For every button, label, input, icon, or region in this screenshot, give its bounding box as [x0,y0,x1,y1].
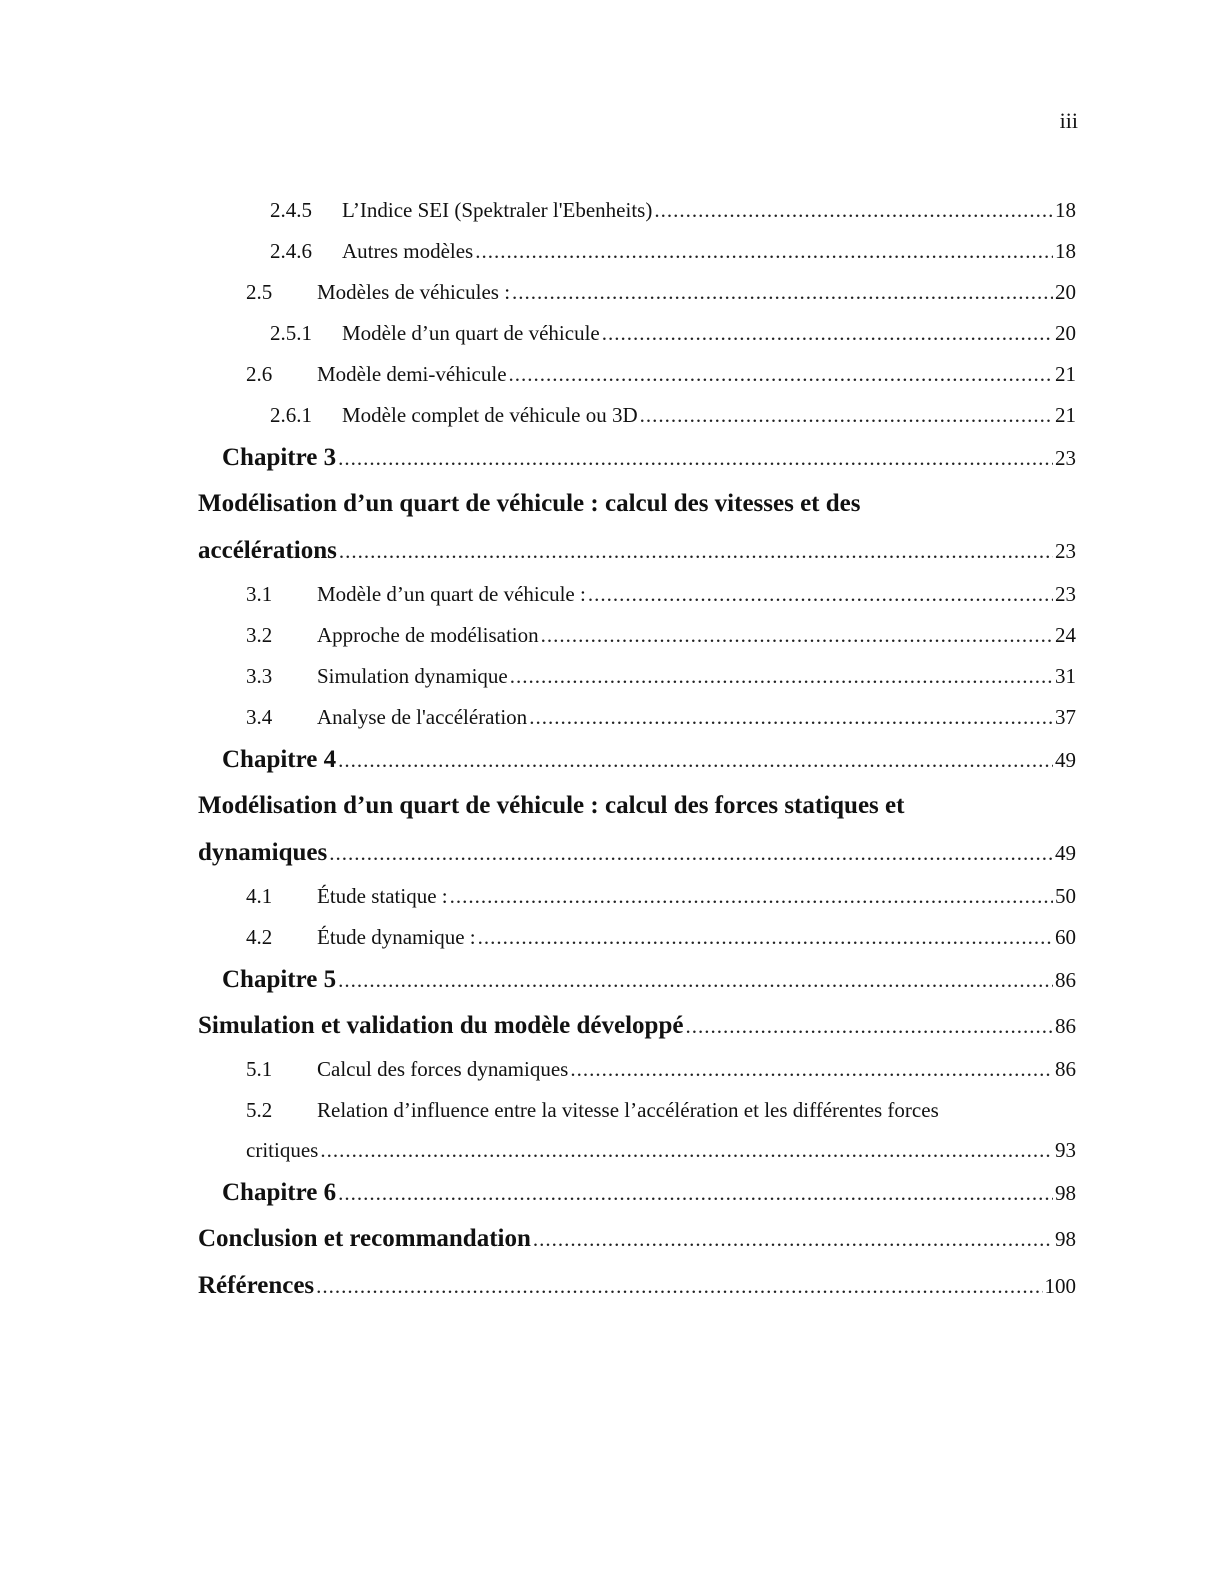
toc-chapter-5[interactable] [198,958,1076,1002]
toc-entry-number: 5.2 [246,1098,273,1122]
toc-entry-2-5[interactable] [198,272,1076,313]
toc-entry-number: 4.2 [246,925,273,949]
toc-entry-title: Analyse de l'accélération [317,705,528,729]
toc-entry-title: Modèle demi-véhicule [317,362,507,386]
dot-leader [654,190,1053,231]
toc-entry-number: 3.1 [246,582,273,606]
toc-entry-page: 50 [1055,884,1076,908]
toc-entry-title: L’Indice SEI (Spektraler l'Ebenheits) [342,198,653,222]
toc-entry-title: Simulation dynamique [317,664,508,688]
dot-leader [510,656,1053,697]
toc-heading-6[interactable] [198,1215,1076,1262]
toc-entry-page: 93 [1055,1138,1076,1162]
toc-entry-title: Modèle d’un quart de véhicule [342,321,600,345]
dot-leader [533,1216,1053,1263]
toc-entry-2-4-6[interactable] [198,231,1076,272]
dot-leader [478,917,1053,958]
toc-heading-title: Conclusion et recommandation [198,1225,531,1252]
dot-leader [450,876,1053,917]
toc-entry-page: 18 [1055,239,1076,263]
toc-entry-page: 98 [1055,1181,1076,1205]
toc-entry-title: Modèle d’un quart de véhicule : [317,582,586,606]
toc-heading-4[interactable] [198,829,1076,876]
dot-leader [329,830,1053,877]
toc-chapter-title: Chapitre 5 [222,966,337,993]
toc-entry-number: 2.5.1 [270,321,312,345]
toc-heading-4-line1[interactable]: Modélisation d’un quart de véhicule : calcul des forces statiques et [198,792,905,819]
toc-entry-number: 2.4.5 [270,198,312,222]
toc-entry-4-2[interactable] [198,917,1076,958]
toc-entry-number: 5.1 [246,1057,273,1081]
dot-leader [320,1130,1053,1171]
toc-heading-title: Simulation et validation du modèle développé [198,1012,684,1039]
toc-entry-page: 100 [1044,1274,1076,1298]
dot-leader [541,615,1053,656]
toc-entry-3-2[interactable] [198,615,1076,656]
toc-entry-number: 3.2 [246,623,273,647]
dot-leader [338,436,1053,480]
toc-entry-page: 21 [1055,403,1076,427]
toc-entry-page: 23 [1055,582,1076,606]
dot-leader [640,395,1053,436]
toc-chapter-4[interactable] [198,738,1076,782]
toc-entry-page: 20 [1055,321,1076,345]
toc-heading-3-line1[interactable]: Modélisation d’un quart de véhicule : calcul des vitesses et des [198,490,861,517]
toc-chapter-title: Chapitre 3 [222,444,337,471]
toc-entry-number: 3.3 [246,664,273,688]
toc-chapter-title: Chapitre 4 [222,746,337,773]
toc-entry-2-5-1[interactable] [198,313,1076,354]
toc-heading-5[interactable] [198,1002,1076,1049]
toc-entry-2-6[interactable] [198,354,1076,395]
toc-entry-page: 24 [1055,623,1076,647]
dot-leader [338,958,1053,1002]
toc-entry-title: Autres modèles [342,239,474,263]
dot-leader [338,738,1053,782]
toc-entry-2-4-5[interactable] [198,190,1076,231]
toc-entry-5-2-line1[interactable] [198,1090,1076,1130]
toc-entry-5-1[interactable] [198,1049,1076,1090]
toc-heading-title: accélérations [198,537,337,564]
toc-entry-page: 23 [1055,539,1076,563]
dot-leader [339,528,1053,575]
toc-entry-page: 20 [1055,280,1076,304]
toc-entry-number: 2.6.1 [270,403,312,427]
toc-entry-page: 86 [1055,1057,1076,1081]
toc-heading-title: Références [198,1272,315,1299]
toc-entry-3-3[interactable] [198,656,1076,697]
toc-entry-page: 60 [1055,925,1076,949]
toc-references[interactable] [198,1262,1076,1309]
toc-entry-page: 37 [1055,705,1076,729]
toc-entry-number: 3.4 [246,705,273,729]
table-of-contents [198,190,1076,1309]
dot-leader [316,1263,1042,1310]
dot-leader [338,1171,1053,1215]
toc-entry-4-1[interactable] [198,876,1076,917]
toc-entry-page: 86 [1055,968,1076,992]
toc-entry-title: Étude dynamique : [317,925,476,949]
toc-entry-title-continued: critiques [246,1138,319,1162]
dot-leader [529,697,1053,738]
toc-entry-3-1[interactable] [198,574,1076,615]
toc-chapter-3[interactable] [198,436,1076,480]
page-number: iii [1059,108,1078,133]
toc-entry-title: Approche de modélisation [317,623,539,647]
toc-entry-number: 2.4.6 [270,239,312,263]
toc-entry-page: 98 [1055,1227,1076,1251]
dot-leader [685,1003,1053,1050]
dot-leader [475,231,1053,272]
toc-entry-3-4[interactable] [198,697,1076,738]
toc-entry-title: Relation d’influence entre la vitesse l’accélération et les différentes forces [317,1098,939,1122]
dot-leader [509,354,1053,395]
toc-entry-title: Modèles de véhicules : [317,280,511,304]
toc-heading-title: dynamiques [198,839,328,866]
toc-entry-title: Étude statique : [317,884,448,908]
toc-entry-page: 31 [1055,664,1076,688]
toc-entry-page: 86 [1055,1014,1076,1038]
dot-leader [602,313,1053,354]
toc-entry-5-2[interactable] [198,1130,1076,1171]
toc-entry-page: 21 [1055,362,1076,386]
toc-entry-page: 49 [1055,748,1076,772]
dot-leader [570,1049,1053,1090]
toc-entry-page: 49 [1055,841,1076,865]
toc-entry-number: 2.5 [246,280,273,304]
toc-entry-title: Calcul des forces dynamiques [317,1057,569,1081]
toc-entry-title: Modèle complet de véhicule ou 3D [342,403,638,427]
dot-leader [588,574,1053,615]
toc-entry-page: 18 [1055,198,1076,222]
toc-entry-2-6-1[interactable] [198,395,1076,436]
toc-entry-number: 2.6 [246,362,273,386]
toc-heading-3[interactable] [198,527,1076,574]
toc-chapter-title: Chapitre 6 [222,1179,337,1206]
toc-entry-page: 23 [1055,446,1076,470]
toc-entry-number: 4.1 [246,884,273,908]
toc-chapter-6[interactable] [198,1171,1076,1215]
dot-leader [512,272,1053,313]
